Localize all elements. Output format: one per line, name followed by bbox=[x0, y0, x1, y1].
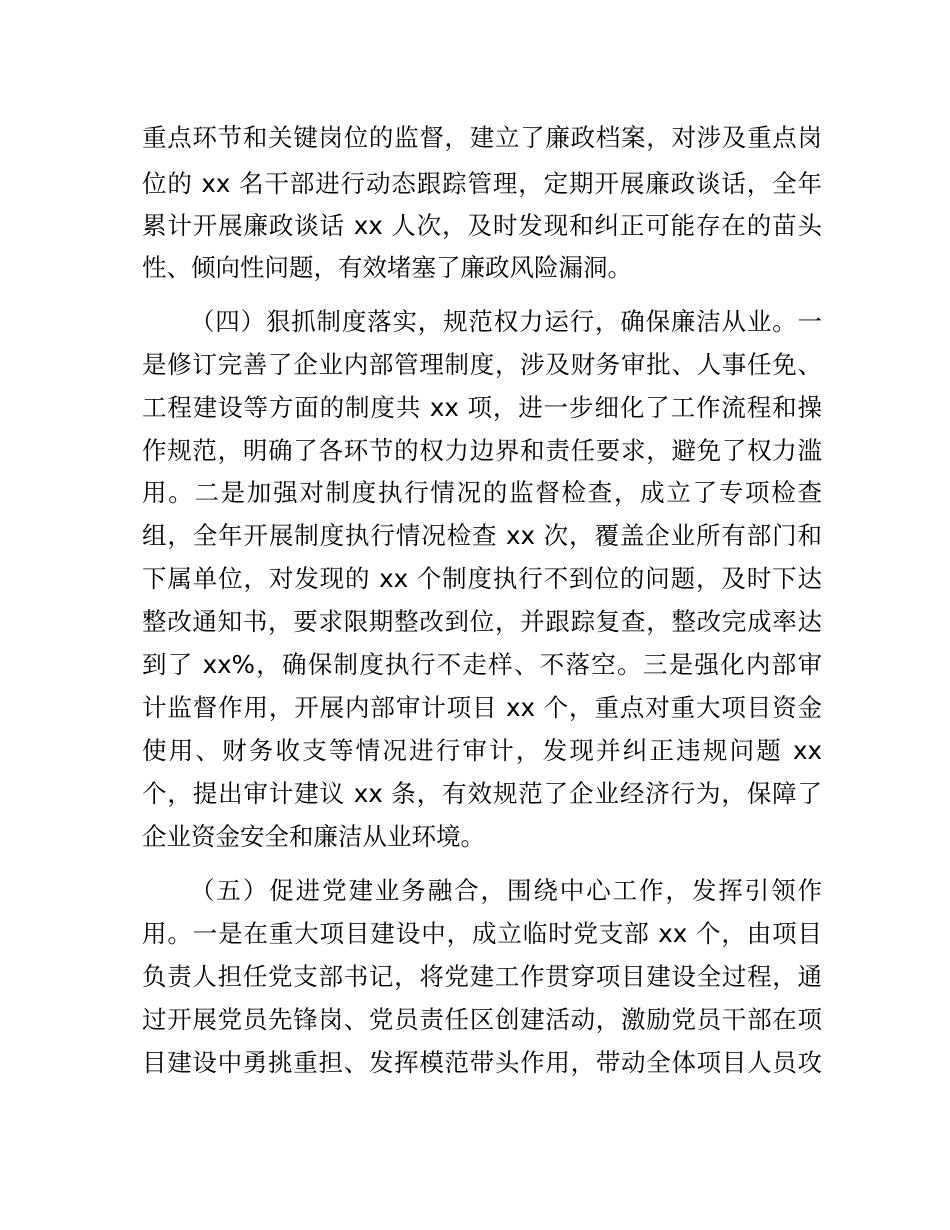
paragraph-line: 过开展党员先锋岗、党员责任区创建活动，激励党员干部在项 bbox=[142, 1005, 822, 1034]
paragraph-line: 工程建设等方面的制度共 xx 项，进一步细化了工作流程和操 bbox=[142, 393, 822, 422]
paragraph-line: 使用、财务收支等情况进行审计，发现并纠正违规问题 xx bbox=[142, 736, 822, 765]
section-heading-line: （四）狠抓制度落实，规范权力运行，确保廉洁从业。一 bbox=[190, 307, 822, 336]
paragraph-line: 目建设中勇挑重担、发挥模范带头作用，带动全体项目人员攻 bbox=[142, 1048, 822, 1077]
paragraph-line: 企业资金安全和廉洁从业环境。 bbox=[142, 822, 485, 851]
paragraph-line: 性、倾向性问题，有效堵塞了廉政风险漏洞。 bbox=[142, 253, 632, 282]
paragraph-line: 个，提出审计建议 xx 条，有效规范了企业经济行为，保障了 bbox=[142, 779, 822, 808]
paragraph-line: 位的 xx 名干部进行动态跟踪管理，定期开展廉政谈话，全年 bbox=[142, 169, 822, 198]
paragraph-line: 整改通知书，要求限期整改到位，并跟踪复查，整改完成率达 bbox=[142, 607, 822, 636]
paragraph-line: 重点环节和关键岗位的监督，建立了廉政档案，对涉及重点岗 bbox=[142, 123, 822, 152]
paragraph-line: 到了 xx%，确保制度执行不走样、不落空。三是强化内部审 bbox=[142, 650, 822, 679]
paragraph-line: 组，全年开展制度执行情况检查 xx 次，覆盖企业所有部门和 bbox=[142, 521, 822, 550]
paragraph-line: 计监督作用，开展内部审计项目 xx 个，重点对重大项目资金 bbox=[142, 693, 822, 722]
paragraph-line: 是修订完善了企业内部管理制度，涉及财务审批、人事任免、 bbox=[142, 350, 822, 379]
paragraph-line: 作规范，明确了各环节的权力边界和责任要求，避免了权力滥 bbox=[142, 436, 822, 465]
section-heading-line: （五）促进党建业务融合，围绕中心工作，发挥引领作 bbox=[190, 876, 822, 905]
paragraph-line: 用。一是在重大项目建设中，成立临时党支部 xx 个，由项目 bbox=[142, 919, 822, 948]
paragraph-line: 累计开展廉政谈话 xx 人次，及时发现和纠正可能存在的苗头 bbox=[142, 211, 822, 240]
paragraph-line: 负责人担任党支部书记，将党建工作贯穿项目建设全过程，通 bbox=[142, 962, 822, 991]
paragraph-line: 下属单位，对发现的 xx 个制度执行不到位的问题，及时下达 bbox=[142, 564, 822, 593]
paragraph-line: 用。二是加强对制度执行情况的监督检查，成立了专项检查 bbox=[142, 478, 822, 507]
